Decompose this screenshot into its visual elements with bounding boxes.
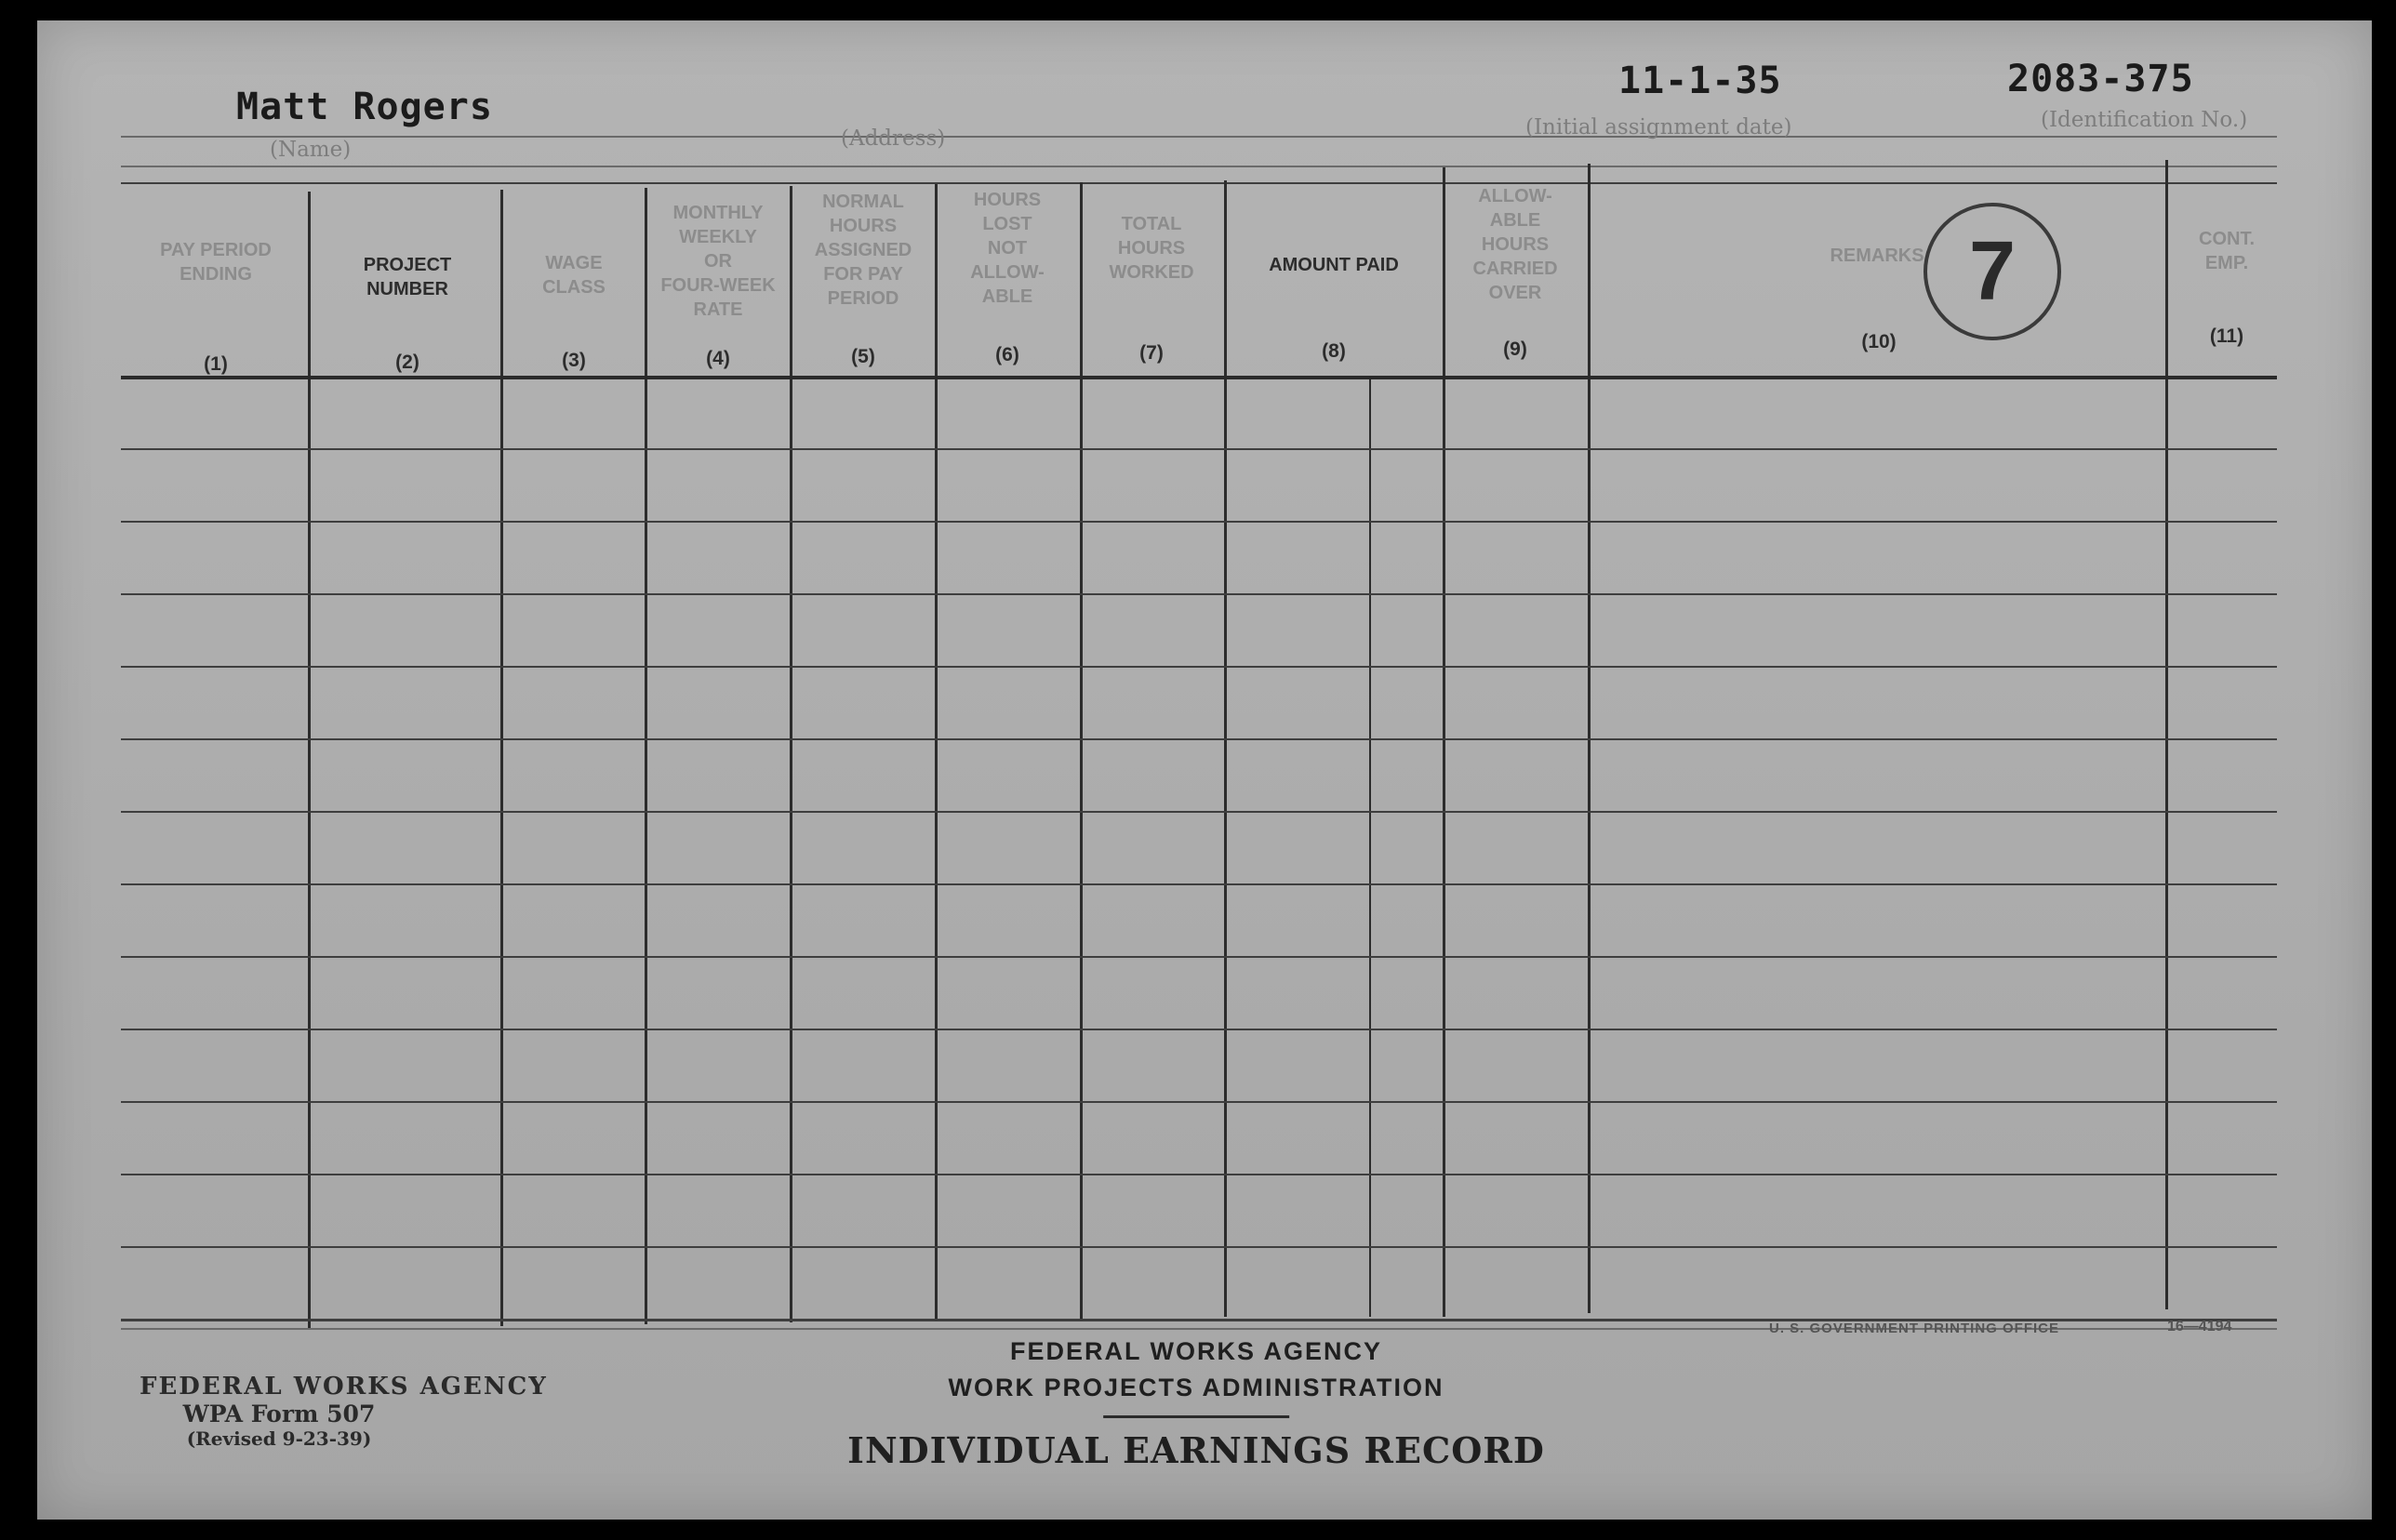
table-row-rule bbox=[121, 738, 2277, 740]
column-header-allowable-hours: ALLOW- ABLE HOURS CARRIED OVER bbox=[1472, 186, 1558, 303]
table-row-rule bbox=[121, 811, 2277, 813]
stamp-number: 7 bbox=[1968, 224, 2017, 318]
column-number: (11) bbox=[2209, 325, 2244, 347]
title-divider bbox=[1103, 1415, 1289, 1418]
column-number: (3) bbox=[562, 350, 586, 371]
table-row-rule bbox=[121, 666, 2277, 668]
column-divider-amount-sub bbox=[1369, 376, 1371, 1317]
identification-number-value: 2083-375 bbox=[2007, 58, 2194, 100]
column-number: (10) bbox=[1861, 331, 1897, 352]
column-header-project-number: PROJECT NUMBER bbox=[363, 255, 452, 299]
column-header-amount-paid: AMOUNT PAID bbox=[1269, 255, 1399, 275]
form-title: INDIVIDUAL EARNINGS RECORD bbox=[847, 1429, 1545, 1471]
column-divider bbox=[1224, 180, 1227, 1317]
form-title-block bbox=[847, 1337, 1545, 1471]
column-number: (9) bbox=[1503, 339, 1527, 360]
table-row-rule bbox=[121, 956, 2277, 958]
column-divider bbox=[2165, 160, 2168, 1309]
column-number: (4) bbox=[706, 348, 730, 369]
column-number: (5) bbox=[851, 346, 875, 367]
address-caption: (Address) bbox=[841, 126, 946, 151]
column-number: (7) bbox=[1139, 342, 1164, 364]
column-number: (6) bbox=[995, 344, 1019, 365]
top-field-rule bbox=[121, 136, 2277, 138]
column-number: (8) bbox=[1322, 340, 1346, 362]
table-row-rule bbox=[121, 521, 2277, 523]
table-row-rule bbox=[121, 448, 2277, 450]
printer-credit: U. S. GOVERNMENT PRINTING OFFICE bbox=[1769, 1321, 2060, 1336]
table-row-rule bbox=[121, 1174, 2277, 1175]
identification-number-caption: (Identification No.) bbox=[2041, 108, 2248, 132]
agency-name: FEDERAL WORKS AGENCY bbox=[1009, 1337, 1383, 1365]
footer-left-agency: FEDERAL WORKS AGENCY bbox=[140, 1373, 548, 1401]
header-bottom-rule bbox=[121, 376, 2277, 379]
form-identification bbox=[140, 1373, 548, 1450]
column-header-total-hours: TOTAL HOURS WORKED bbox=[1109, 214, 1194, 283]
column-header-wage-class: WAGE CLASS bbox=[542, 253, 606, 298]
column-divider bbox=[645, 188, 647, 1324]
record-number-stamp bbox=[1923, 203, 2061, 340]
column-header-pay-period: PAY PERIOD ENDING bbox=[160, 240, 272, 285]
table-row-rule bbox=[121, 1246, 2277, 1248]
initial-assignment-date-caption: (Initial assignment date) bbox=[1525, 115, 1792, 139]
name-caption: (Name) bbox=[270, 138, 352, 162]
column-header-remarks: REMARKS bbox=[1830, 246, 1924, 266]
column-header-hours-lost: HOURS LOST NOT ALLOW- ABLE bbox=[970, 190, 1045, 307]
column-divider bbox=[790, 186, 792, 1322]
column-number: (2) bbox=[395, 352, 419, 373]
column-divider bbox=[935, 184, 938, 1321]
table-row-rule bbox=[121, 1029, 2277, 1030]
table-top-rule bbox=[121, 182, 2277, 184]
column-number: (1) bbox=[204, 353, 228, 375]
top-field-rule-lower bbox=[121, 166, 2277, 167]
column-header-rate: MONTHLY WEEKLY OR FOUR-WEEK RATE bbox=[660, 203, 776, 320]
column-divider bbox=[500, 190, 503, 1326]
column-divider bbox=[308, 192, 311, 1328]
form-revised-date: (Revised 9-23-39) bbox=[186, 1427, 372, 1450]
administration-name: WORK PROJECTS ADMINISTRATION bbox=[948, 1374, 1444, 1401]
table-row-rule bbox=[121, 593, 2277, 595]
column-header-normal-hours: NORMAL HOURS ASSIGNED FOR PAY PERIOD bbox=[814, 192, 912, 309]
table-row-rule bbox=[121, 1101, 2277, 1103]
form-number: WPA Form 507 bbox=[182, 1401, 376, 1427]
column-divider bbox=[1443, 167, 1445, 1317]
column-divider bbox=[1080, 182, 1083, 1319]
initial-assignment-date-value: 11-1-35 bbox=[1618, 60, 1782, 102]
name-value: Matt Rogers bbox=[236, 86, 493, 128]
column-header-cont-emp: CONT. EMP. bbox=[2199, 229, 2255, 273]
printer-code: 16—4194 bbox=[2167, 1319, 2232, 1334]
table-row-rule bbox=[121, 883, 2277, 885]
